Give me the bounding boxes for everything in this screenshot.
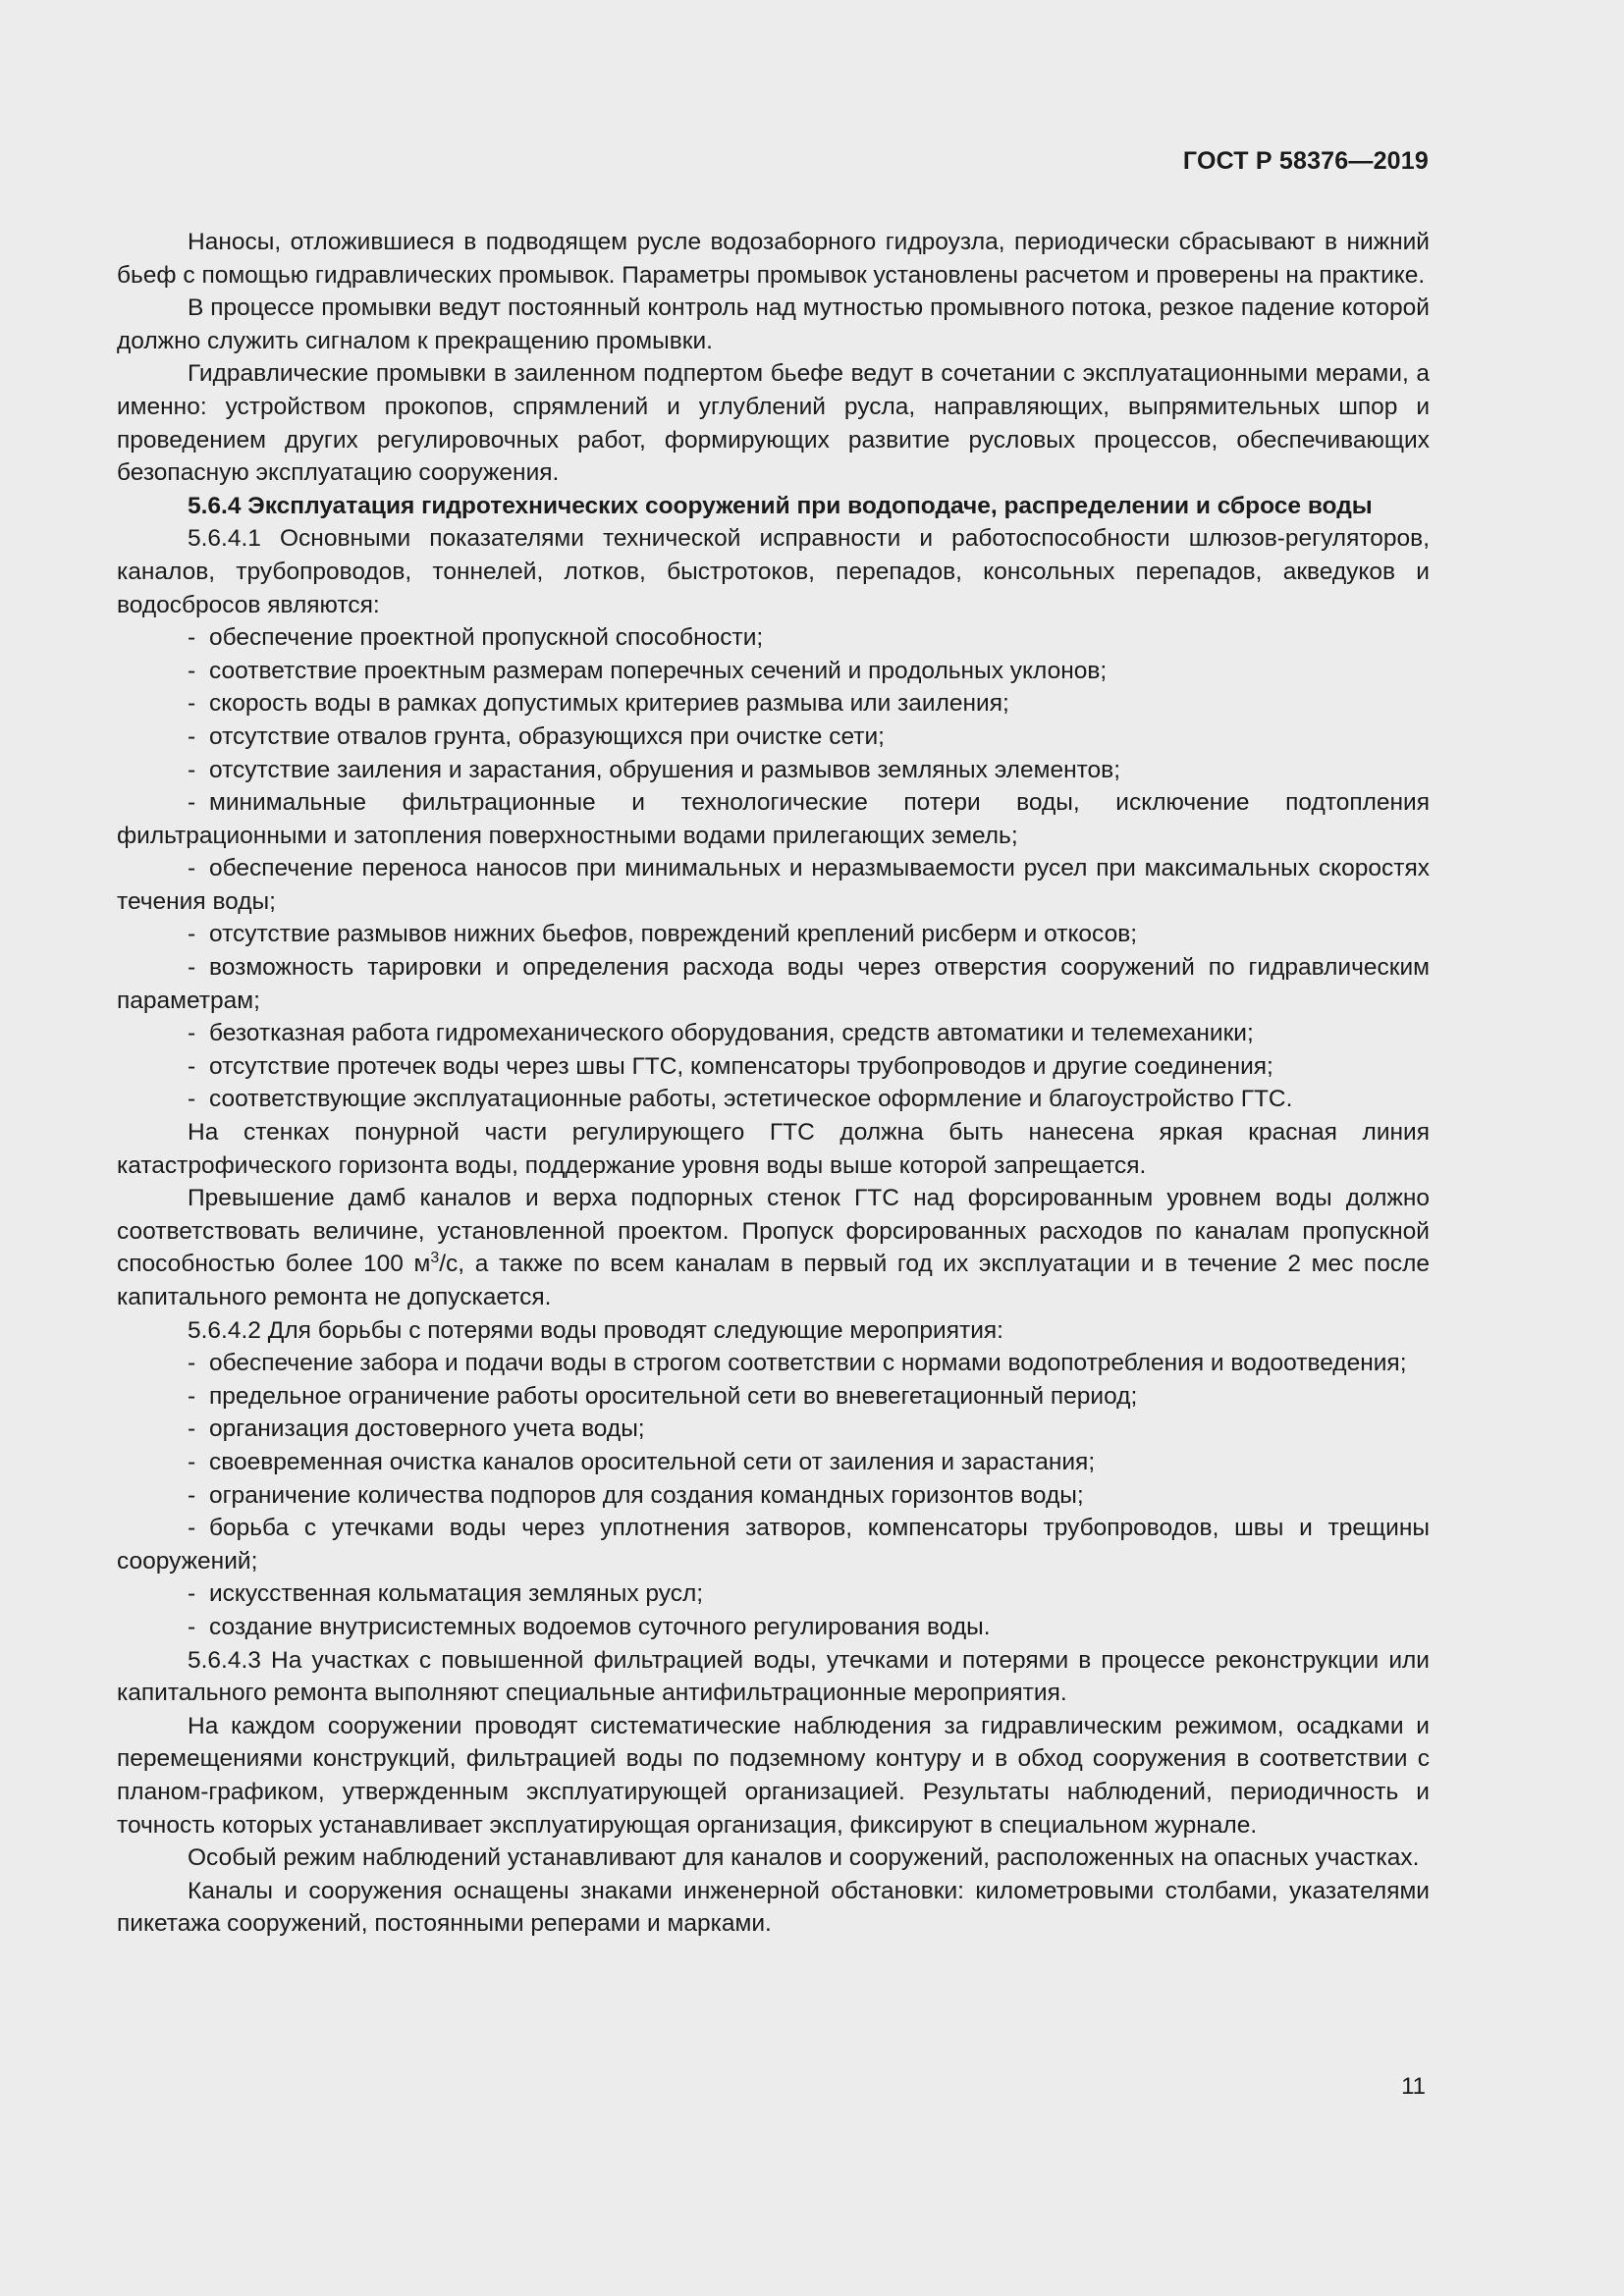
- paragraph-text: /с, а также по всем каналам в первый год их эксплуатации и в течение 2 мес после капитального ремонта не допускается.: [117, 1251, 1430, 1310]
- list-item-text: скорость воды в рамках допустимых критериев размыва или заиления;: [209, 690, 1009, 718]
- list-dash: -: [188, 1481, 196, 1509]
- list-item: [117, 1446, 1430, 1479]
- list-item-text: возможность тарировки и определения расхода воды через отверстия сооружений по гидравлическим параметрам;: [117, 954, 1430, 1014]
- list-item: [117, 1347, 1430, 1380]
- list-dash: -: [188, 722, 196, 750]
- list-item-text: предельное ограничение работы оросительной сети во вневегетационный период;: [209, 1382, 1138, 1410]
- list-item: [117, 852, 1430, 918]
- list-item: [117, 1577, 1430, 1611]
- list-item: [117, 1512, 1430, 1577]
- body-paragraph: Наносы, отложившиеся в подводящем русле водозаборного гидроузла, периодически сбрасывают в нижний бьеф с помощью гидравлических промывок. Параметры промывок установлены расчетом и проверены на практике.: [117, 229, 1430, 289]
- list-dash: -: [188, 1415, 196, 1443]
- document-body: [117, 226, 1430, 1941]
- list-dash: -: [188, 1515, 196, 1542]
- page-number: 11: [1401, 2073, 1426, 2100]
- body-paragraph: 5.6.4.2 Для борьбы с потерями воды проводят следующие мероприятия:: [188, 1316, 1003, 1344]
- list-item: [117, 1017, 1430, 1050]
- list-item: [117, 1413, 1430, 1446]
- list-dash: -: [188, 1382, 196, 1410]
- list-item: [117, 754, 1430, 787]
- list-item: [117, 1380, 1430, 1414]
- list-dash: -: [188, 756, 196, 783]
- list-item-text: отсутствие отвалов грунта, образующихся при очистке сети;: [209, 722, 885, 750]
- list-dash: -: [188, 855, 196, 882]
- list-item: [117, 951, 1430, 1017]
- list-item: [117, 786, 1430, 852]
- list-item-text: обеспечение забора и подачи воды в строгом соответствии с нормами водопотребления и водоотведения;: [209, 1350, 1407, 1377]
- section-heading: 5.6.4 Эксплуатация гидротехнических сооружений при водоподаче, распределении и сбросе воды: [188, 492, 1373, 519]
- list-item-text: обеспечение проектной пропускной способности;: [209, 624, 764, 652]
- list-item-text: создание внутрисистемных водоемов суточного регулирования воды.: [209, 1613, 991, 1640]
- body-paragraph: Гидравлические промывки в заиленном подпертом бьефе ведут в сочетании с эксплуатационными мерами, а именно: устройством прокопов, спрямлений и углублений русла, направляющих, выпрямительных шпор и проведением других регулировочных работ, формирующих развитие русловых процессов, обеспечивающих безопасную эксплуатацию сооружения.: [117, 360, 1430, 487]
- list-item: [117, 621, 1430, 655]
- list-item-text: искусственная кольматация земляных русл;: [209, 1580, 704, 1608]
- body-paragraph: В процессе промывки ведут постоянный контроль над мутностью промывного потока, резкое падение которой должно служить сигналом к прекращению промывки.: [117, 294, 1430, 354]
- list-item-text: обеспечение переноса наносов при минимальных и неразмываемости русел при максимальных скоростях течения воды;: [117, 855, 1430, 915]
- list-dash: -: [188, 690, 196, 718]
- list-dash: -: [188, 1580, 196, 1608]
- list-item: [117, 1083, 1430, 1116]
- list-item-text: соответствующие эксплуатационные работы, эстетическое оформление и благоустройство ГТС.: [209, 1086, 1293, 1113]
- list-item: [117, 721, 1430, 754]
- list-item: [117, 1479, 1430, 1513]
- body-paragraph: На каждом сооружении проводят систематические наблюдения за гидравлическим режимом, осадками и перемещениями конструкций, фильтрацией воды по подземному контуру и в обход сооружения в соответствии с планом-графиком, утвержденным эксплуатирующей организацией. Результаты наблюдений, периодичность и точность которых устанавливает эксплуатирующая организация, фиксируют в специальном журнале.: [117, 1712, 1430, 1839]
- list-dash: -: [188, 1086, 196, 1113]
- body-paragraph: Каналы и сооружения оснащены знаками инженерной обстановки: километровыми столбами, указателями пикетажа сооружений, постоянными реперами и марками.: [117, 1877, 1430, 1938]
- list-item-text: минимальные фильтрационные и технологические потери воды, исключение подтопления фильтрационными и затопления поверхностными водами прилегающих земель;: [117, 789, 1430, 849]
- list-dash: -: [188, 789, 196, 817]
- list-item-text: отсутствие протечек воды через швы ГТС, компенсаторы трубопроводов и другие соединения;: [209, 1052, 1273, 1080]
- list-dash: -: [188, 1448, 196, 1475]
- list-dash: -: [188, 1613, 196, 1640]
- list-item: [117, 1050, 1430, 1084]
- list-item-text: безотказная работа гидромеханического оборудования, средств автоматики и телемеханики;: [209, 1020, 1254, 1047]
- list-dash: -: [188, 1020, 196, 1047]
- body-paragraph: Особый режим наблюдений устанавливают для каналов и сооружений, расположенных на опасных участках.: [188, 1844, 1420, 1872]
- list-item-text: своевременная очистка каналов оросительной сети от заиления и зарастания;: [209, 1448, 1096, 1475]
- list-dash: -: [188, 954, 196, 982]
- list-item-text: отсутствие размывов нижних бьефов, повреждений креплений рисберм и откосов;: [209, 921, 1138, 948]
- list-item: [117, 1611, 1430, 1644]
- list-dash: -: [188, 1350, 196, 1377]
- body-paragraph: [117, 1182, 1430, 1313]
- body-paragraph: 5.6.4.1 Основными показателями технической исправности и работоспособности шлюзов-регуляторов, каналов, трубопроводов, тоннелей, лотков, быстротоков, перепадов, консольных перепадов, акведуков и водосбросов являются:: [117, 525, 1430, 618]
- list-item-text: организация достоверного учета воды;: [209, 1415, 645, 1443]
- body-paragraph: 5.6.4.3 На участках с повышенной фильтрацией воды, утечками и потерями в процессе реконструкции или капитального ремонта выполняют специальные антифильтрационные мероприятия.: [117, 1646, 1430, 1707]
- paragraph-text: Превышение дамб каналов и верха подпорных стенок ГТС над форсированным уровнем воды должно соответствовать величине, установленной проектом. Пропуск форсированных расходов по каналам пропускной способностью более 100 м: [117, 1185, 1430, 1278]
- list-dash: -: [188, 921, 196, 948]
- list-dash: -: [188, 1052, 196, 1080]
- superscript: 3: [430, 1250, 440, 1267]
- list-dash: -: [188, 657, 196, 684]
- list-item-text: соответствие проектным размерам поперечных сечений и продольных уклонов;: [209, 657, 1108, 684]
- list-item-text: ограничение количества подпоров для создания командных горизонтов воды;: [209, 1481, 1084, 1509]
- list-item-text: борьба с утечками воды через уплотнения затворов, компенсаторы трубопроводов, швы и трещины сооружений;: [117, 1515, 1430, 1575]
- document-code-header: ГОСТ Р 58376—2019: [1182, 147, 1429, 175]
- body-paragraph: На стенках понурной части регулирующего ГТС должна быть нанесена яркая красная линия катастрофического горизонта воды, поддержание уровня воды выше которой запрещается.: [117, 1119, 1430, 1179]
- list-item-text: отсутствие заиления и зарастания, обрушения и размывов земляных элементов;: [209, 756, 1120, 783]
- list-dash: -: [188, 624, 196, 652]
- list-item: [117, 918, 1430, 951]
- list-item: [117, 655, 1430, 688]
- list-item: [117, 687, 1430, 721]
